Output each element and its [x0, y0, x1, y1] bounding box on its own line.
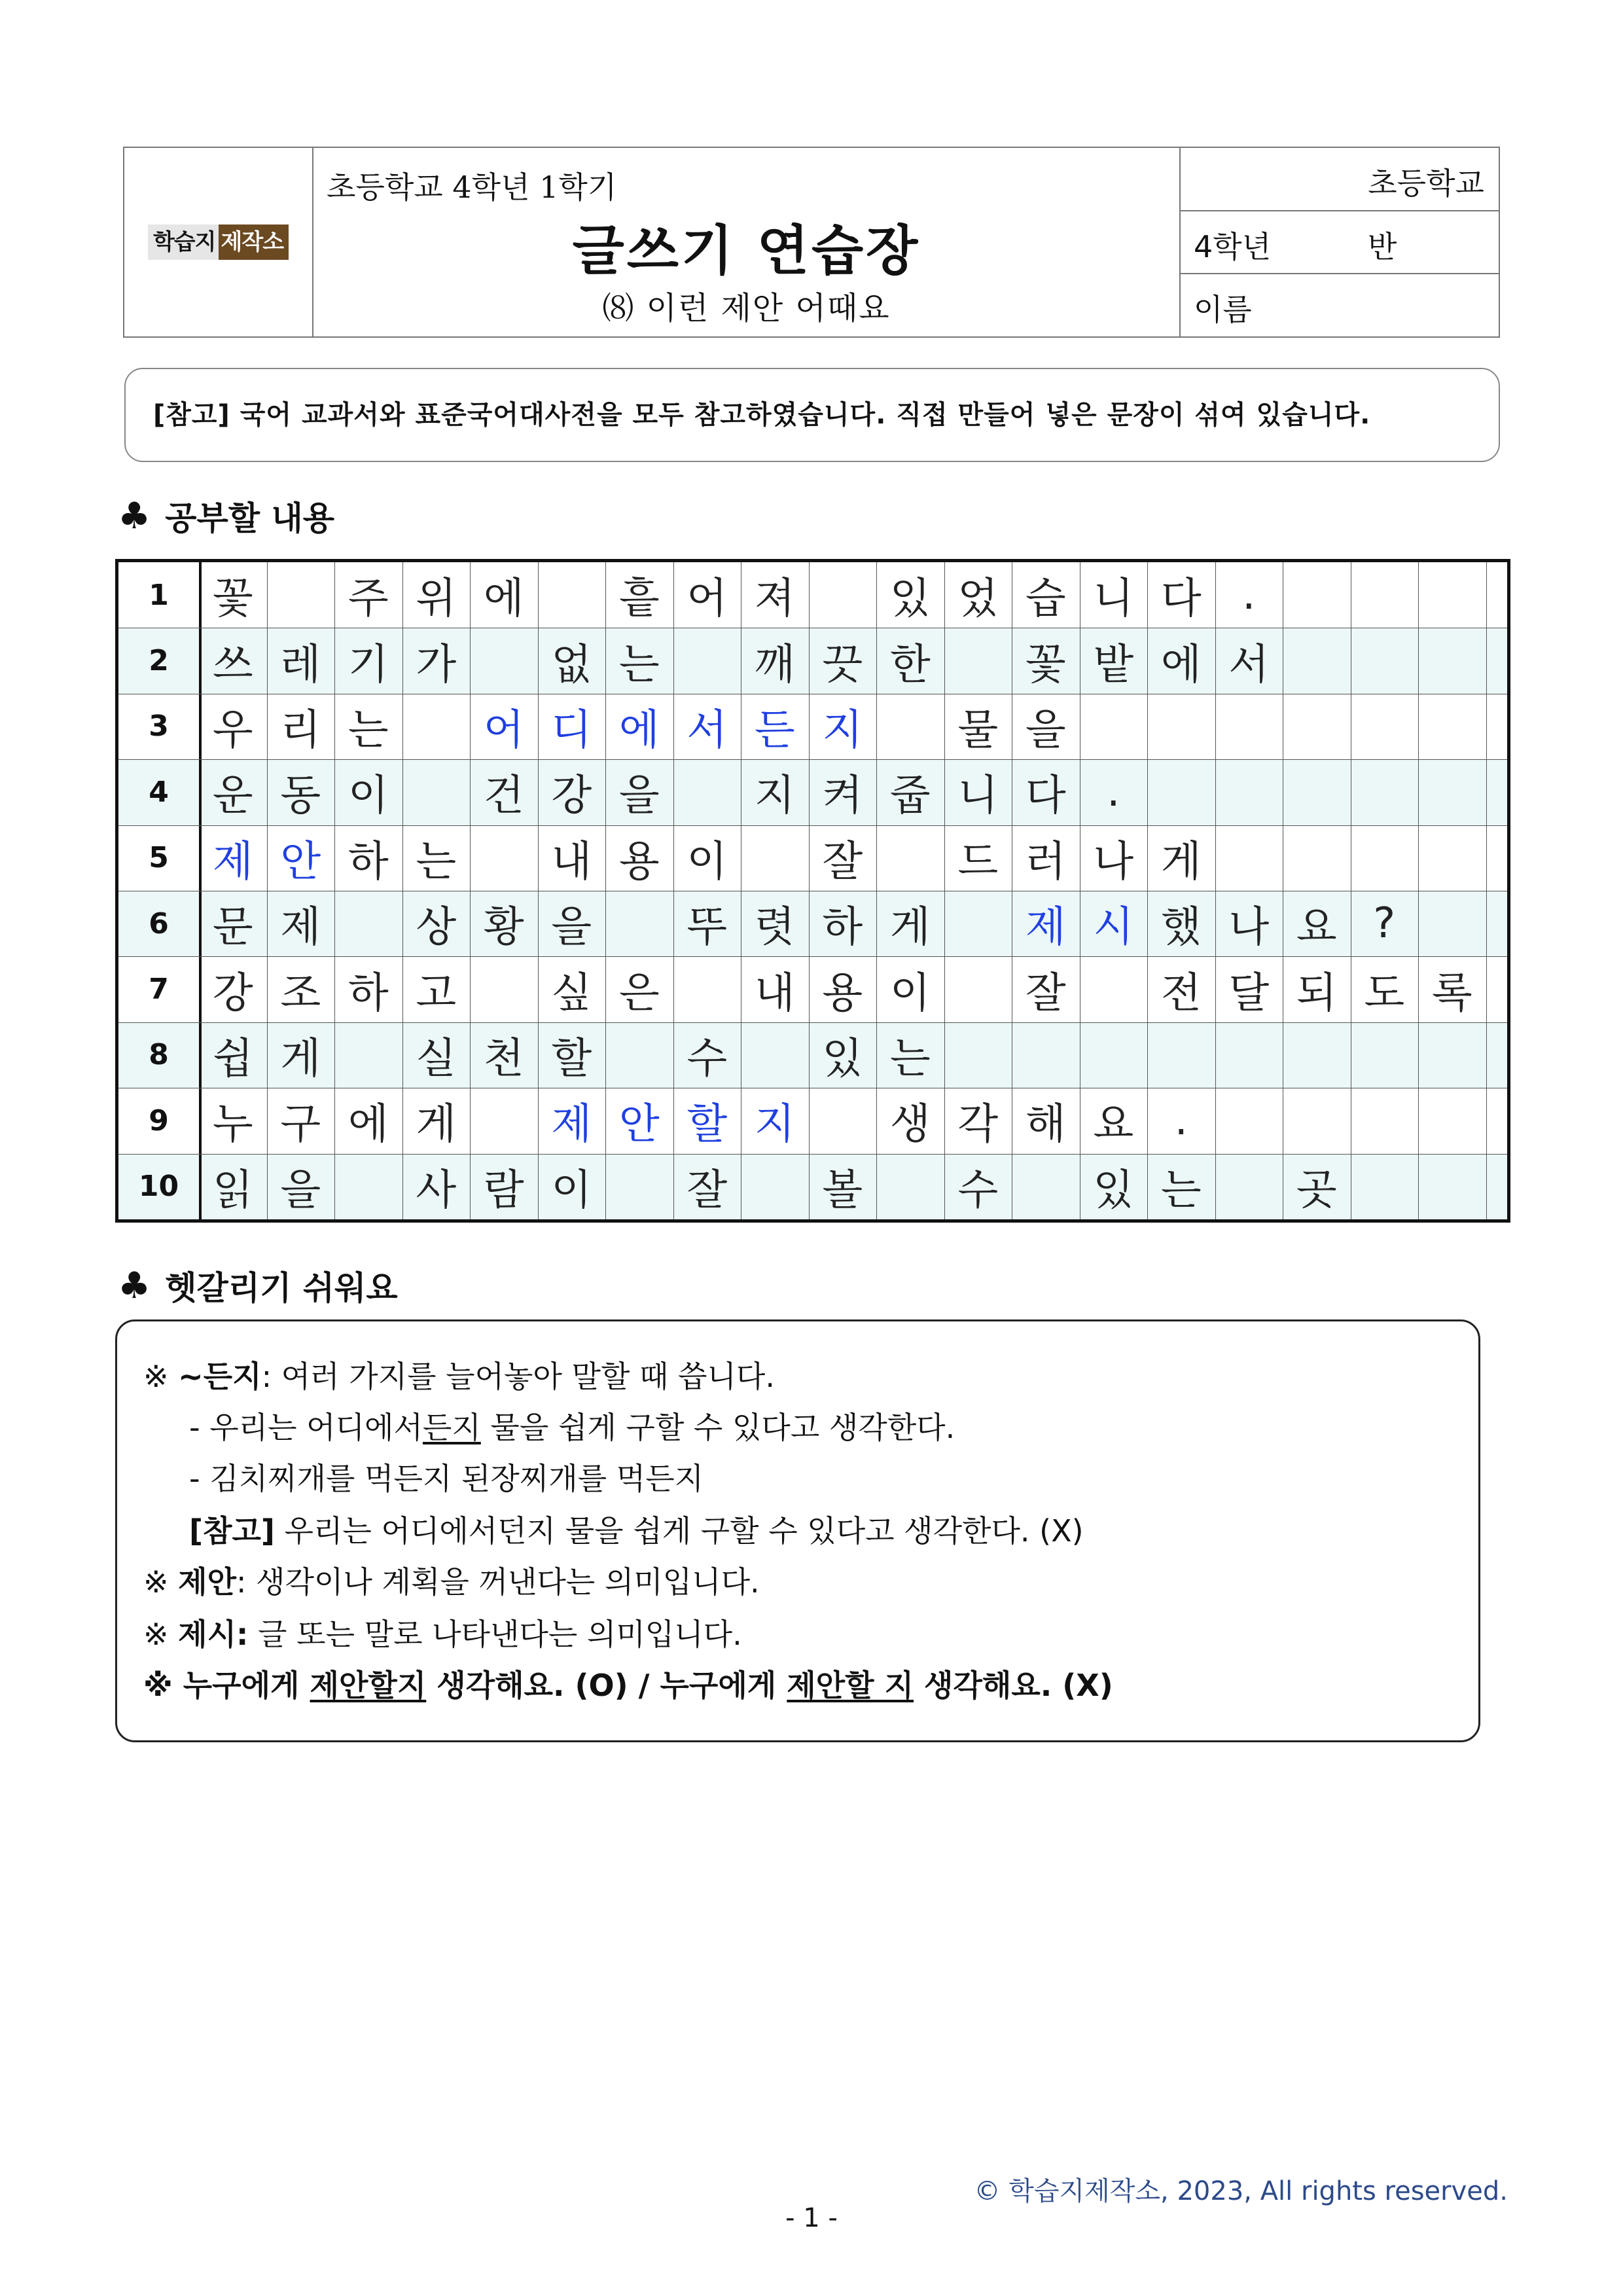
club-icon: ♣ [118, 494, 151, 537]
grid-cell: . [1174, 1096, 1188, 1145]
grade-label: 4학년 [1194, 228, 1272, 264]
grid-cell: 디 [551, 706, 592, 755]
grid-cell [741, 825, 809, 891]
grid-cell: 제 [280, 903, 321, 952]
grid-cell [944, 1022, 1012, 1088]
grid-cell [1283, 1088, 1351, 1153]
grid-cell: 을 [551, 903, 592, 952]
explain-line-1 [143, 1353, 775, 1396]
grid-cell [334, 1022, 402, 1088]
grid-line [118, 956, 1507, 957]
grid-cell: 우 [212, 706, 253, 755]
grid-cell [1351, 562, 1419, 628]
grid-cell [1283, 759, 1351, 825]
grid-cell: 황 [483, 903, 524, 952]
grid-cell [1283, 562, 1351, 628]
grid-cell: 했 [1160, 903, 1202, 952]
grid-cell [1283, 628, 1351, 693]
grid-cell: 잘 [687, 1166, 728, 1215]
grid-cell [267, 562, 335, 628]
name-row[interactable] [1181, 274, 1499, 336]
grid-cell: 은 [618, 969, 660, 1018]
row-number: 1 [149, 578, 169, 612]
row-number: 10 [138, 1170, 179, 1204]
grid-cell: 흩 [618, 575, 660, 624]
grid-cell: 지 [754, 772, 795, 821]
grid-cell [334, 1154, 402, 1219]
grid-cell: 줍 [889, 772, 931, 821]
grid-cell: 가 [416, 640, 457, 689]
grid-cell: 운 [212, 772, 253, 821]
grid-cell: 사 [416, 1166, 457, 1215]
grid-cell: 제 [1025, 903, 1066, 952]
grid-cell [605, 1154, 673, 1219]
grid-cell: 요 [1296, 903, 1337, 952]
grid-cell: 든 [754, 706, 795, 755]
grid-cell: 는 [416, 837, 457, 886]
section-study-content [118, 492, 334, 539]
explain-line-3: - 김치찌개를 먹든지 된장찌개를 먹든지 [189, 1461, 704, 1496]
grid-cell [402, 759, 471, 825]
grid-cell: 할 [687, 1100, 728, 1149]
grid-cell [876, 825, 944, 891]
grid-cell: 싶 [551, 969, 592, 1018]
grid-cell: 고 [416, 969, 457, 1018]
copyright: © 학습지제작소, 2023, All rights reserved. [974, 2176, 1508, 2206]
grid-cell [876, 694, 944, 759]
grid-cell [605, 891, 673, 956]
grid-cell: 하 [822, 903, 863, 952]
grid-line [118, 1022, 1507, 1023]
club-icon: ♣ [118, 1264, 151, 1307]
explain-line-2 [189, 1404, 955, 1447]
grid-cell [470, 1088, 538, 1153]
grid-cell: 기 [348, 640, 389, 689]
grid-cell [1012, 1154, 1080, 1219]
grid-cell: 조 [280, 969, 321, 1018]
grid-row [118, 759, 1507, 825]
grid-cell [605, 1022, 673, 1088]
title-cell [313, 148, 1181, 336]
grid-cell: 내 [551, 837, 592, 886]
grid-cell: 켜 [822, 772, 863, 821]
grid-cell: 요 [1093, 1100, 1134, 1149]
grid-cell: 용 [618, 837, 660, 886]
grid-line [118, 759, 1507, 760]
grid-cell [1351, 1022, 1419, 1088]
grid-cell [334, 891, 402, 956]
grid-cell: 게 [1160, 837, 1202, 886]
grid-cell [470, 956, 538, 1022]
underlined-text: 제안할 지 [787, 1668, 914, 1703]
grid-cell: 는 [889, 1034, 931, 1083]
term: 제안 [178, 1564, 237, 1600]
explanation-box [115, 1319, 1480, 1742]
grid-cell [1283, 694, 1351, 759]
grid-cell [1351, 694, 1419, 759]
grid-cell: 위 [416, 575, 457, 624]
grid-cell: 에 [1160, 640, 1202, 689]
grid-cell: 이 [551, 1166, 592, 1215]
grid-row [118, 694, 1507, 759]
grid-cell [1215, 1154, 1283, 1219]
grid-cell [1351, 759, 1419, 825]
school-label: 초등학교 [1368, 166, 1484, 201]
grid-cell: 상 [416, 903, 457, 952]
grid-cell [944, 628, 1012, 693]
explain-line-4 [189, 1507, 1084, 1551]
page-title: 글쓰기 연습장 [572, 220, 921, 282]
grid-cell [1215, 825, 1283, 891]
row-number: 2 [149, 644, 169, 678]
grid-cell [673, 956, 741, 1022]
grid-cell: 에 [618, 706, 660, 755]
grid-cell [944, 891, 1012, 956]
grid-cell [1283, 825, 1351, 891]
grid-line [118, 1154, 1507, 1155]
grid-cell: 꽃 [212, 575, 253, 624]
section-confusing [118, 1262, 398, 1309]
reference-note: [참고] 국어 교과서와 표준국어대사전을 모두 참고하였습니다. 직접 만들어 넣은 문장이 섞여 있습니다. [124, 368, 1500, 462]
page-number: - 1 - [785, 2203, 838, 2233]
grid-cell: 끗 [822, 640, 863, 689]
grid-cell: 달 [1228, 969, 1270, 1018]
name-label: 이름 [1194, 292, 1252, 328]
grid-cell [741, 1022, 809, 1088]
explain-line-7 [143, 1662, 1113, 1705]
underlined-text: 든지 [422, 1410, 481, 1445]
grid-cell [402, 694, 471, 759]
grid-cell: 해 [1025, 1100, 1066, 1149]
grid-row [118, 891, 1507, 956]
grid-cell: 러 [1025, 837, 1066, 886]
grid-cell: 는 [618, 640, 660, 689]
grid-cell: 어 [483, 706, 524, 755]
grid-cell: . [1242, 571, 1256, 620]
grid-cell: 실 [416, 1034, 457, 1083]
grid-cell: 나 [1228, 903, 1270, 952]
grid-cell: 도 [1364, 969, 1405, 1018]
row-number: 9 [149, 1103, 169, 1138]
grid-cell: 누 [212, 1100, 253, 1149]
grid-cell: 게 [416, 1100, 457, 1149]
grid-cell: 리 [280, 706, 321, 755]
grid-cell [809, 1088, 877, 1153]
grid-cell: 는 [348, 706, 389, 755]
grid-cell [1147, 694, 1215, 759]
grid-cell: 건 [483, 772, 524, 821]
grid-row [118, 1088, 1507, 1153]
grid-cell: 지 [754, 1100, 795, 1149]
grid-row [118, 956, 1507, 1022]
grid-row [118, 825, 1507, 891]
grid-row [118, 628, 1507, 693]
grid-cell: 니 [957, 772, 999, 821]
grid-cell: 각 [957, 1100, 999, 1149]
grid-cell: 게 [280, 1034, 321, 1083]
example-text: 생각해요. (O) / 누구에게 [426, 1668, 787, 1703]
grid-cell [1283, 1022, 1351, 1088]
grid-cell: 다 [1025, 772, 1066, 821]
grid-cell [470, 628, 538, 693]
row-number: 7 [149, 973, 169, 1007]
explain-line-6 [143, 1611, 742, 1654]
grid-cell: 이 [687, 837, 728, 886]
definition: : 생각이나 계획을 꺼낸다는 의미입니다. [236, 1564, 760, 1600]
grid-cell: 져 [754, 575, 795, 624]
logo-cell [124, 148, 313, 336]
grid-cell [1147, 759, 1215, 825]
grid-cell [673, 628, 741, 693]
logo [148, 224, 289, 260]
grid-cell: 안 [280, 837, 321, 886]
grid-cell: 뚜 [687, 903, 728, 952]
grid-cell: 는 [1160, 1166, 1202, 1215]
example-text: - 우리는 어디에서 [189, 1410, 423, 1445]
grid-cell: 을 [280, 1166, 321, 1215]
explain-line-5 [143, 1558, 760, 1602]
worksheet-header [123, 147, 1500, 338]
writing-grid [115, 559, 1510, 1223]
grid-cell [1418, 562, 1486, 628]
grid-cell: 한 [889, 640, 931, 689]
grid-cell: 없 [551, 640, 592, 689]
grid-cell: 강 [551, 772, 592, 821]
row-number: 4 [149, 775, 169, 809]
grid-cell [1012, 1022, 1080, 1088]
term: 제시: [178, 1617, 249, 1652]
grid-cell: 동 [280, 772, 321, 821]
grid-cell [1147, 1022, 1215, 1088]
grid-cell: 어 [687, 575, 728, 624]
grid-cell [1215, 1022, 1283, 1088]
grid-cell: 이 [348, 772, 389, 821]
row-number: 5 [149, 841, 169, 875]
grid-cell: 람 [483, 1166, 524, 1215]
grid-cell: 에 [348, 1100, 389, 1149]
grid-cell: 물 [957, 706, 999, 755]
grid-cell: 쉽 [212, 1034, 253, 1083]
grid-cell: 문 [212, 903, 253, 952]
grid-cell: 레 [280, 640, 321, 689]
class-label: 반 [1368, 228, 1397, 264]
definition: 글 또는 말로 나타낸다는 의미입니다. [248, 1617, 742, 1652]
grid-cell: 안 [618, 1100, 660, 1149]
grid-cell: 수 [687, 1034, 728, 1083]
grid-cell: 깨 [754, 640, 795, 689]
row-number: 8 [149, 1038, 169, 1072]
term: ~든지 [178, 1359, 262, 1394]
grid-cell [944, 956, 1012, 1022]
grid-cell [876, 1154, 944, 1219]
row-number: 6 [149, 906, 169, 941]
definition: : 여러 가지를 늘어놓아 말할 때 씁니다. [261, 1359, 775, 1394]
subtitle: 초등학교 4학년 1학기 [327, 170, 617, 205]
grid-cell: 을 [1025, 706, 1066, 755]
grade-class-row[interactable] [1181, 211, 1499, 275]
grid-cell [538, 562, 606, 628]
grid-cell: 시 [1093, 903, 1134, 952]
grid-cell [1418, 1088, 1486, 1153]
grid-cell: 습 [1025, 575, 1066, 624]
grid-cell [1351, 1154, 1419, 1219]
school-row[interactable] [1181, 148, 1499, 211]
grid-cell: 드 [957, 837, 999, 886]
grid-cell: 서 [687, 706, 728, 755]
grid-cell: 되 [1296, 969, 1337, 1018]
reference-mark: ※ [143, 1564, 169, 1600]
grid-cell: 지 [822, 706, 863, 755]
grid-cell: 밭 [1093, 640, 1134, 689]
example-text: 생각해요. (X) [914, 1668, 1113, 1703]
grid-cell: 제 [212, 837, 253, 886]
grid-cell [1215, 759, 1283, 825]
reference-mark: ※ [143, 1668, 173, 1703]
grid-cell [1351, 825, 1419, 891]
grid-cell: 주 [348, 575, 389, 624]
grid-cell: ? [1373, 899, 1396, 948]
example-text: 우리는 어디에서던지 물을 쉽게 구할 수 있다고 생각한다. (X) [274, 1513, 1084, 1549]
grid-cell: 에 [483, 575, 524, 624]
grid-cell [1418, 628, 1486, 693]
grid-cell: 구 [280, 1100, 321, 1149]
grid-cell [809, 562, 877, 628]
grid-cell: 었 [957, 575, 999, 624]
grid-cell: 있 [822, 1034, 863, 1083]
grid-cell: 을 [618, 772, 660, 821]
grid-cell: 잘 [1025, 969, 1066, 1018]
grid-cell: 렷 [754, 903, 795, 952]
grid-cell: 읽 [212, 1166, 253, 1215]
grid-cell [1418, 1154, 1486, 1219]
section-title: 공부할 내용 [165, 499, 335, 537]
grid-cell: 다 [1160, 575, 1202, 624]
grid-cell [1351, 1088, 1419, 1153]
grid-cell [1215, 1088, 1283, 1153]
grid-cell [1215, 694, 1283, 759]
grid-cell: 록 [1431, 969, 1472, 1018]
grid-cell [1080, 694, 1148, 759]
grid-cell: 수 [957, 1166, 999, 1215]
grid-cell [470, 825, 538, 891]
grid-cell: 생 [889, 1100, 931, 1149]
lesson-title: ⑻ 이런 제안 어때요 [602, 290, 891, 327]
grid-row [118, 562, 1507, 628]
logo-part1: 학습지 [148, 224, 219, 260]
grid-cell: 잘 [822, 837, 863, 886]
grid-row [118, 1022, 1507, 1088]
grid-cell: 이 [889, 969, 931, 1018]
grid-cell [1418, 759, 1486, 825]
grid-cell: 강 [212, 969, 253, 1018]
logo-part2: 제작소 [219, 224, 289, 260]
grid-line [118, 825, 1507, 826]
grid-cell: 쓰 [212, 640, 253, 689]
reference-tag: [참고] [189, 1513, 275, 1549]
grid-cell: 천 [483, 1034, 524, 1083]
example-text: 물을 쉽게 구할 수 있다고 생각한다. [480, 1410, 955, 1445]
grid-cell: 하 [348, 969, 389, 1018]
grid-cell [673, 759, 741, 825]
grid-cell: 할 [551, 1034, 592, 1083]
grid-cell [1418, 891, 1486, 956]
grid-cell: 서 [1228, 640, 1270, 689]
underlined-text: 제안할지 [310, 1668, 427, 1703]
grid-cell: 용 [822, 969, 863, 1018]
grid-cell [1418, 1022, 1486, 1088]
grid-cell: 볼 [822, 1166, 863, 1215]
example-text: 누구에게 [183, 1668, 310, 1703]
grid-cell [1080, 956, 1148, 1022]
grid-cell: 있 [889, 575, 931, 624]
grid-cell: 있 [1093, 1166, 1134, 1215]
grid-cell: 하 [348, 837, 389, 886]
grid-cell: 전 [1160, 969, 1202, 1018]
grid-cell: 꽃 [1025, 640, 1066, 689]
grid-cell [741, 1154, 809, 1219]
grid-cell: . [1107, 768, 1120, 817]
grid-cell: 제 [551, 1100, 592, 1149]
grid-cell [1351, 628, 1419, 693]
reference-mark: ※ [143, 1359, 169, 1394]
row-number: 3 [149, 709, 169, 744]
grid-cell: 니 [1093, 575, 1134, 624]
grid-cell [1080, 1022, 1148, 1088]
grid-cell: 곳 [1296, 1166, 1337, 1215]
grid-cell: 나 [1093, 837, 1134, 886]
section-title: 헷갈리기 쉬워요 [165, 1269, 398, 1307]
student-info [1181, 148, 1499, 336]
grid-cell: 내 [754, 969, 795, 1018]
grid-cell [1418, 825, 1486, 891]
grid-cell [1418, 694, 1486, 759]
grid-cell: 게 [889, 903, 931, 952]
reference-mark: ※ [143, 1617, 169, 1652]
grid-row [118, 1154, 1507, 1219]
